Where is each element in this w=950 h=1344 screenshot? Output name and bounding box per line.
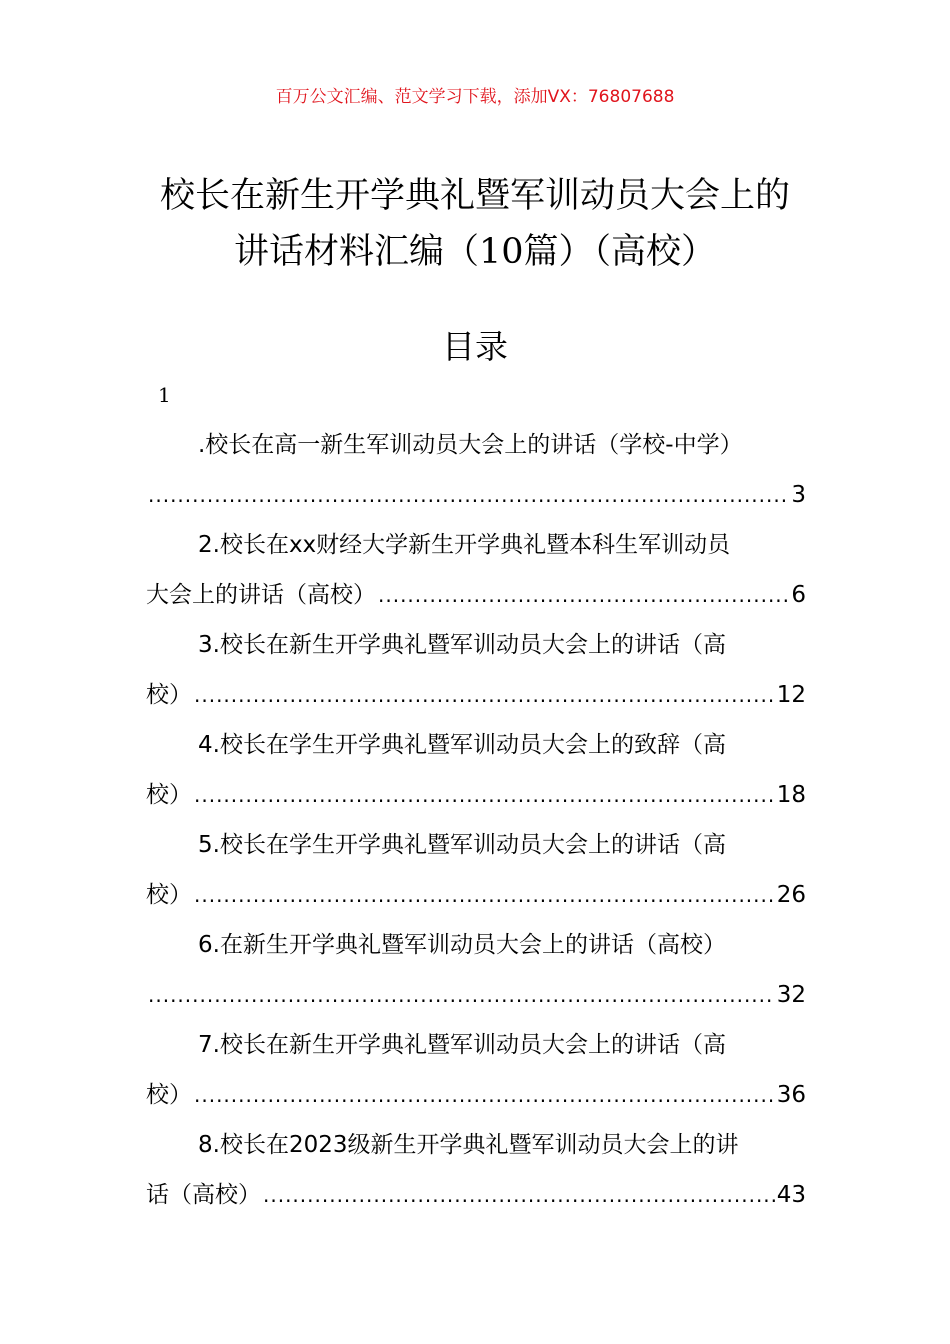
title-line-2-part-b: 篇）（高校） — [523, 232, 717, 272]
dot-leader — [194, 770, 775, 820]
toc-entry-title-cont: 大会上的讲话（高校） — [146, 582, 376, 608]
toc-entry-1[interactable] — [146, 420, 806, 520]
page-marker: 1 — [158, 383, 171, 407]
toc-entry-8[interactable] — [146, 1120, 806, 1220]
toc-entry-title: .校长在高一新生军训动员大会上的讲话（学校-中学） — [198, 432, 743, 458]
dot-leader — [194, 1070, 775, 1120]
toc-page-number: 32 — [776, 982, 806, 1008]
toc-page-number: 3 — [791, 482, 806, 508]
toc-entry-7[interactable] — [146, 1020, 806, 1120]
title-line-1: 校长在新生开学典礼暨军训动员大会上的 — [159, 176, 790, 216]
document-title — [0, 168, 950, 280]
toc-page-number: 12 — [776, 682, 806, 708]
toc-page-number: 36 — [776, 1082, 806, 1108]
toc-entry-title-cont: 校） — [146, 782, 192, 808]
toc-entry-title: 3.校长在新生开学典礼暨军训动员大会上的讲话（高 — [198, 632, 726, 658]
toc-page-number: 43 — [776, 1182, 806, 1208]
table-of-contents — [146, 420, 806, 1220]
header-banner: 百万公文汇编、范文学习下载，添加VX：76807688 — [275, 87, 675, 107]
dot-leader — [194, 670, 775, 720]
toc-entry-title: 8.校长在2023级新生开学典礼暨军训动员大会上的讲 — [198, 1132, 739, 1158]
title-count: 10 — [478, 232, 524, 272]
toc-entry-2[interactable] — [146, 520, 806, 620]
toc-entry-4[interactable] — [146, 720, 806, 820]
toc-entry-title: 4.校长在学生开学典礼暨军训动员大会上的致辞（高 — [198, 732, 726, 758]
toc-entry-title-cont: 校） — [146, 1082, 192, 1108]
toc-entry-5[interactable] — [146, 820, 806, 920]
toc-page-number: 6 — [791, 582, 806, 608]
title-line-2 — [0, 224, 950, 280]
dot-leader — [194, 870, 775, 920]
toc-entry-title: 6.在新生开学典礼暨军训动员大会上的讲话（高校） — [198, 932, 726, 958]
toc-page-number: 26 — [776, 882, 806, 908]
toc-entry-title: 7.校长在新生开学典礼暨军训动员大会上的讲话（高 — [198, 1032, 726, 1058]
toc-entry-title: 5.校长在学生开学典礼暨军训动员大会上的讲话（高 — [198, 832, 726, 858]
toc-entry-title: 2.校长在xx财经大学新生开学典礼暨本科生军训动员 — [198, 532, 731, 558]
dot-leader — [263, 1170, 775, 1220]
dot-leader — [148, 470, 789, 520]
toc-heading: 目录 — [442, 327, 508, 366]
toc-entry-title-cont: 校） — [146, 882, 192, 908]
toc-entry-title-cont: 校） — [146, 682, 192, 708]
toc-page-number: 18 — [776, 782, 806, 808]
toc-entry-3[interactable] — [146, 620, 806, 720]
dot-leader — [148, 970, 775, 1020]
title-line-2-part-a: 讲话材料汇编（ — [233, 232, 479, 272]
toc-entry-6[interactable] — [146, 920, 806, 1020]
dot-leader — [378, 570, 789, 620]
toc-entry-title-cont: 话（高校） — [146, 1182, 261, 1208]
